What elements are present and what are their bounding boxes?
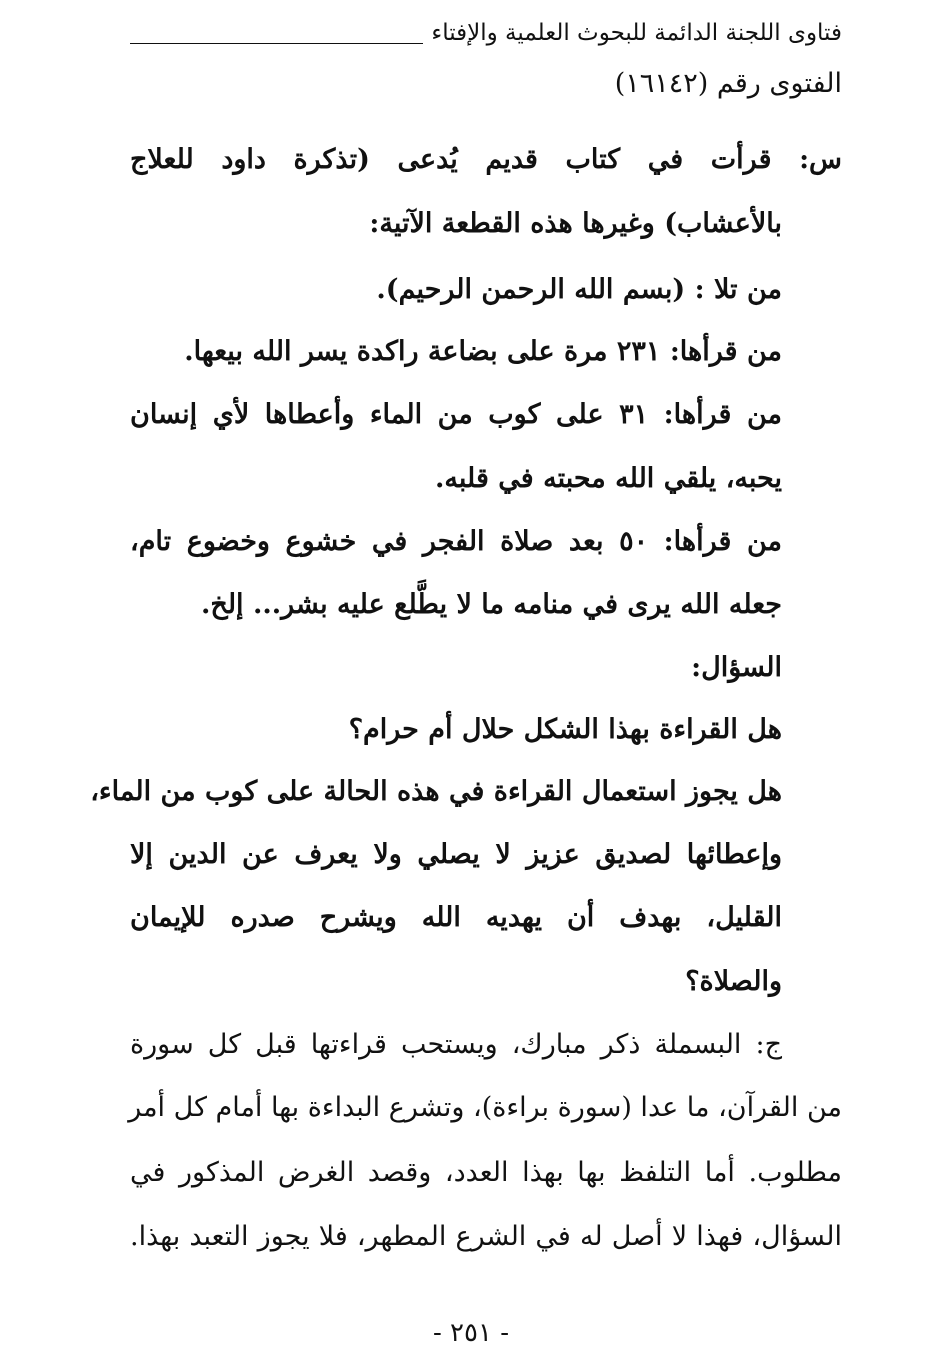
- answer-line-3: مطلوب. أما التلفظ بها بهذا العدد، وقصد الغرض المذكور في: [130, 1157, 842, 1188]
- fatwa-number: الفتوى رقم (١٦١٤٢): [614, 68, 842, 99]
- question-2-line-1: هل يجوز استعمال القراءة في هذه الحالة على كوب من الماء،: [90, 776, 782, 807]
- question-2-line-4: والصلاة؟: [685, 966, 782, 997]
- answer-line-2: من القرآن، ما عدا (سورة براءة)، وتشرع البداءة بها أمام كل أمر: [128, 1092, 842, 1123]
- question-item-1: من تلا : (بسم الله الرحمن الرحيم).: [376, 274, 782, 305]
- header-title: فتاوى اللجنة الدائمة للبحوث العلمية والإفتاء: [431, 20, 842, 46]
- page-number: - ٢٥١ -: [432, 1318, 510, 1348]
- question-line-1: س: قرأت في كتاب قديم يُدعى (تذكرة داود للعلاج: [130, 144, 842, 175]
- answer-line-4: السؤال، فهذا لا أصل له في الشرع المطهر، فلا يجوز التعبد بهذا.: [130, 1221, 842, 1252]
- question-item-3-line-1: من قرأها: ٣١ على كوب من الماء وأعطاها لأي إنسان: [130, 399, 782, 430]
- question-line-2: بالأعشاب) وغيرها هذه القطعة الآتية:: [369, 208, 782, 239]
- question-item-4-line-1: من قرأها: ٥٠ بعد صلاة الفجر في خشوع وخضوع تام،: [130, 526, 782, 557]
- question-item-4-line-2: جعله الله يرى في منامه ما لا يطَّلع عليه بشر... إلخ.: [201, 589, 782, 620]
- header-rule: [130, 43, 423, 44]
- question-2-line-3: القليل، بهدف أن يهديه الله ويشرح صدره للإيمان: [130, 902, 782, 933]
- question-item-3-line-2: يحبه، يلقي الله محبته في قلبه.: [435, 463, 782, 494]
- question-item-2: من قرأها: ٢٣١ مرة على بضاعة راكدة يسر الله بيعها.: [184, 336, 782, 367]
- question-2-line-2: وإعطائها لصديق عزيز لا يصلي ولا يعرف عن الدين إلا: [130, 839, 782, 870]
- question-label: السؤال:: [691, 652, 782, 683]
- running-header: [130, 8, 842, 52]
- answer-line-1: ج: البسملة ذكر مبارك، ويستحب قراءتها قبل كل سورة: [130, 1029, 782, 1060]
- question-1: هل القراءة بهذا الشكل حلال أم حرام؟: [348, 714, 782, 745]
